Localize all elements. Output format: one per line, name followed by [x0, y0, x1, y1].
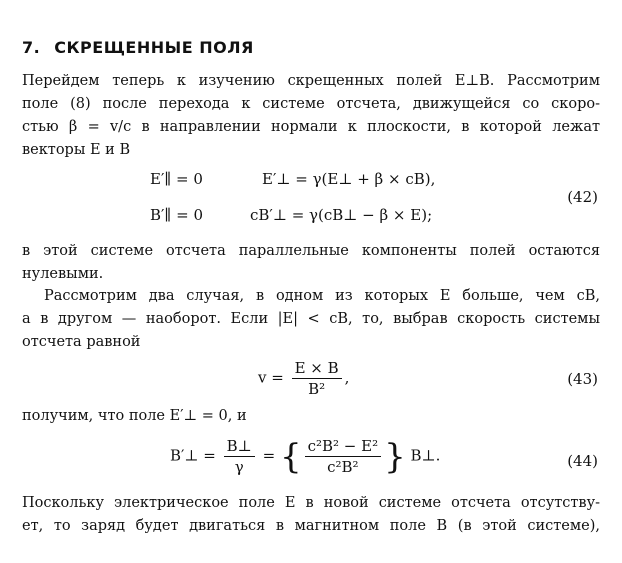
equation-44-fraction-2-denominator: c²B² — [327, 458, 359, 476]
paragraph-result — [22, 405, 600, 428]
section-heading — [22, 38, 254, 57]
paragraph-line: а в другом — наоборот. Если |E| < cB, то, выбрав скорость системы — [22, 311, 600, 327]
equation-44-fraction-1-denominator: γ — [234, 458, 244, 476]
equation-43-tail: , — [344, 368, 350, 387]
equation-44 — [170, 436, 440, 477]
paragraph-line: получим, что поле E′⊥ = 0, и — [22, 408, 247, 424]
equation-44-lhs: B′⊥ = — [170, 446, 216, 465]
equation-42-row1-right: E′⊥ = γ(E⊥ + β × cB), — [262, 170, 436, 188]
paragraph-cases — [22, 285, 600, 354]
equation-number-43: (43) — [567, 370, 598, 388]
section-number: 7. — [22, 38, 41, 57]
paragraph-line: ет, то заряд будет двигаться в магнитном поле B (в этой системе), — [22, 518, 600, 534]
equation-43-fraction — [292, 358, 342, 399]
paragraph-line: в этой системе отсчета параллельные компоненты полей остаются — [22, 243, 600, 259]
paragraph-line: стью β = v/c в направлении нормали к плоскости, в которой лежат — [22, 119, 600, 135]
paragraph-line: отсчета равной — [22, 334, 141, 350]
paragraph-intro — [22, 70, 600, 162]
equation-42-row1-left: E′∥ = 0 — [150, 170, 203, 188]
equation-44-fraction-2-numerator: c²B² − E² — [305, 436, 382, 457]
paragraph-line: векторы E и B — [22, 142, 131, 158]
equation-number-44: (44) — [567, 452, 598, 470]
equation-43-lhs: v = — [258, 368, 284, 387]
equation-44-fraction-1-numerator: B⊥ — [224, 436, 255, 457]
paragraph-consequence — [22, 492, 600, 538]
equation-42-row2-left: B′∥ = 0 — [150, 206, 204, 224]
right-brace: } — [384, 436, 406, 477]
paragraph-parallel — [22, 240, 600, 286]
paragraph-line: Поскольку электрическое поле E в новой системе отсчета отсутству- — [22, 495, 600, 511]
equation-number-42: (42) — [567, 188, 598, 206]
equation-44-fraction-2 — [305, 436, 382, 477]
equation-44-tail: B⊥. — [410, 446, 441, 465]
paragraph-line: Рассмотрим два случая, в одном из которых E больше, чем cB, — [44, 288, 600, 304]
equation-44-equals: = — [262, 446, 276, 465]
equation-42-row2-right: cB′⊥ = γ(cB⊥ − β × E); — [250, 206, 433, 224]
left-brace: { — [279, 436, 302, 477]
paragraph-line: нулевыми. — [22, 266, 104, 282]
equation-44-fraction-1 — [224, 436, 255, 477]
equation-43-numerator: E × B — [292, 358, 342, 379]
section-title: СКРЕЩЕННЫЕ ПОЛЯ — [54, 38, 254, 57]
paragraph-line: поле (8) после перехода к системе отсчета, движущейся со скоро- — [22, 96, 600, 112]
equation-43 — [258, 358, 349, 399]
paragraph-line: Перейдем теперь к изучению скрещенных полей E⊥B. Рассмотрим — [22, 73, 600, 89]
equation-43-denominator: B² — [308, 380, 326, 398]
